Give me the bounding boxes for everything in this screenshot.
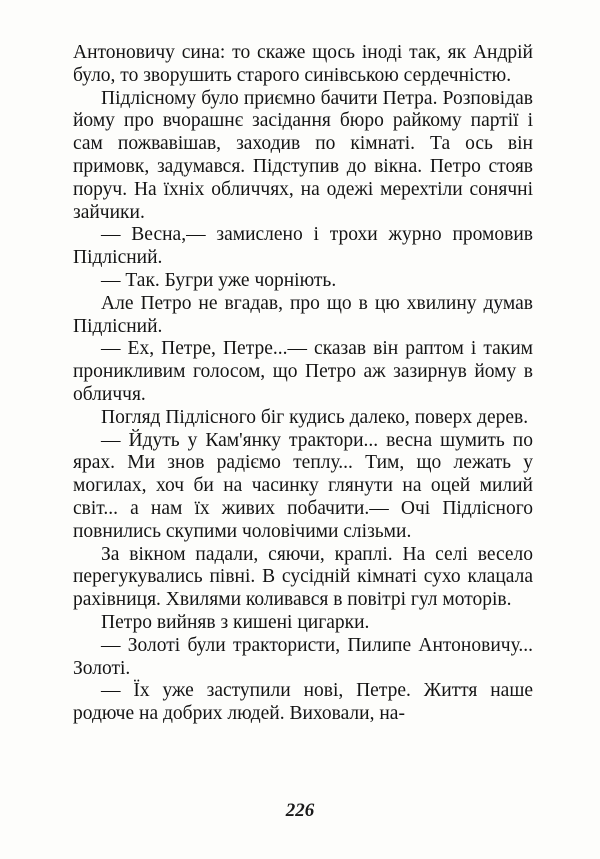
paragraph-2: Підлісному було приємно бачити Петра. Розповідав йому про вчорашнє засідання бюро райкому партії і сам пожвавішав, заходив по кімнаті. Та ось він примовк, задумався. Підступив до вікна. Петро стояв поруч. На їхніх обличчях, на одежі мерехтіли сонячні зайчики. [73,87,533,223]
paragraph-1: Антоновичу сина: то скаже щось іноді так, як Андрій було, то зворушить старого синівською сердечністю. [73,42,533,86]
body-text [73,42,533,726]
paragraph-12: — Їх уже заступили нові, Петре. Життя наше родюче на добрих людей. Виховали, на- [73,680,533,725]
paragraph-6: — Ех, Петре, Петре...— сказав він раптом і таким проникливим голосом, що Петро аж зазирнув йому в обличчя. [73,338,533,405]
paragraph-4: — Так. Бугри уже чорніють. [101,269,337,291]
paragraph-11: — Золоті були трактористи, Пилипе Антоновичу... Золоті. [73,634,533,679]
paragraph-9: За вікном падали, сяючи, краплі. На селі весело перегукувались півні. В сусідній кімнаті сухо клацала рахівниця. Хвилями коливався в повітрі гул моторів. [73,543,533,611]
page-number: 226 [285,800,315,821]
paragraph-7: Погляд Підлісного біг кудись далеко, поверх дерев. [101,406,529,428]
paragraph-3: — Весна,— замислено і трохи журно промовив Підлісний. [73,224,533,269]
paragraph-10: Петро вийняв з кишені цигарки. [101,611,370,633]
paragraph-5: Але Петро не вгадав, про що в цю хвилину думав Підлісний. [73,292,533,337]
paragraph-8: — Йдуть у Кам'янку трактори... весна шумить по ярах. Ми знов радіємо теплу... Тим, що лежать у могилах, хоч би на часинку глянути на оцей милий світ... а нам їх живих побачити.— Очі Підлісного повнились скупими чоловічими слізьми. [73,429,533,542]
